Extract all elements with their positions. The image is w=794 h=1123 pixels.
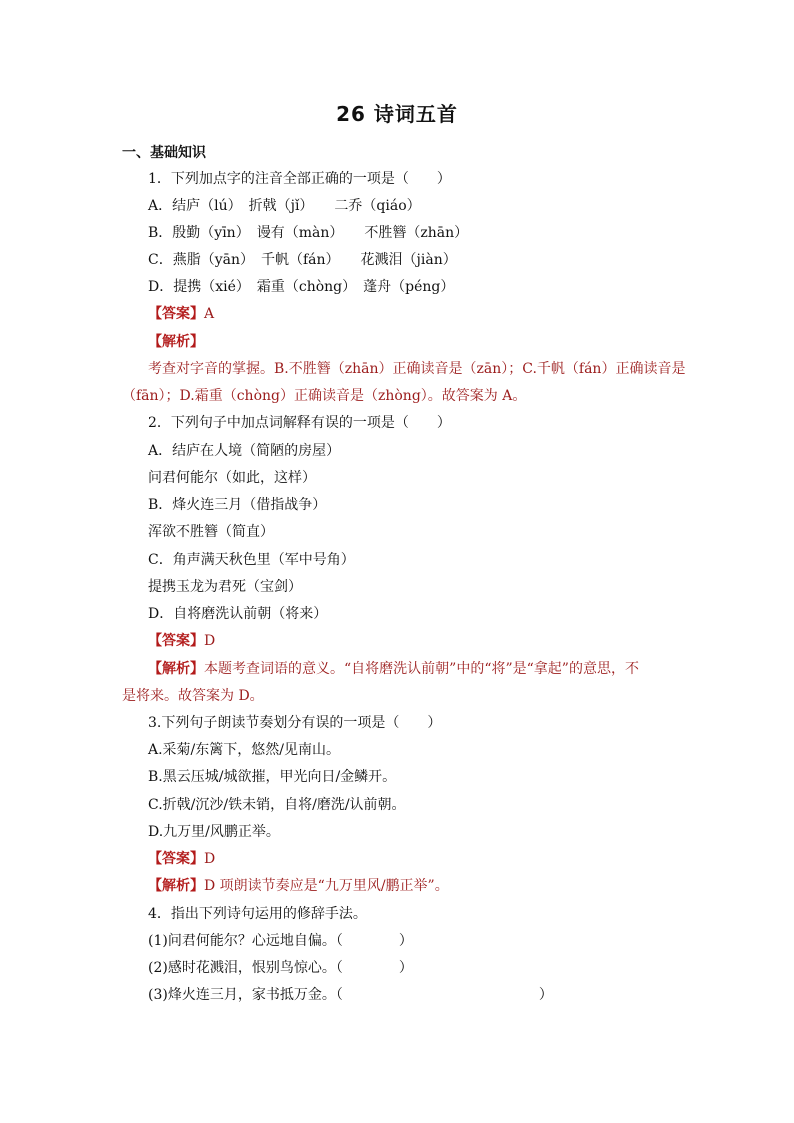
q4-sentence-1: (1)问君何能尔？心远地自偏。（ ） <box>148 933 413 949</box>
q4-sentence-2: (2)感时花溅泪，恨别鸟惊心。（ ） <box>148 960 413 976</box>
q3-answer <box>148 850 215 868</box>
answer-value: D <box>204 851 216 867</box>
q1-option-c: C．燕脂（yān） 千帆（fán） 花溅泪（jiàn） <box>148 252 457 268</box>
answer-label: 【答案】 <box>148 633 204 649</box>
q2-option-c2: 提携玉龙为君死（宝剑） <box>148 579 302 595</box>
q2-analysis-line-2: 是将来。故答案为 D。 <box>122 688 264 704</box>
analysis-text: D 项朗读节奏应是“九万里风/鹏正举”。 <box>204 878 449 894</box>
q2-option-a1: A．结庐在人境（简陋的房屋） <box>148 443 341 459</box>
section-heading: 一、基础知识 <box>122 145 206 161</box>
answer-value: A <box>204 306 215 322</box>
q1-analysis-line-1: 考查对字音的掌握。B.不胜簪（zhān）正确读音是（zān）；C.千帆（fán）正确读音是 <box>148 361 686 377</box>
q2-option-b2: 浑欲不胜簪（简直） <box>148 524 274 540</box>
q3-option-b: B.黑云压城/城欲摧，甲光向日/金鳞开。 <box>148 769 397 785</box>
q1-option-b: B．殷勤（yīn） 谩有（màn） 不胜簪（zhān） <box>148 225 469 241</box>
q3-option-c: C.折戟/沉沙/铁未销，自将/磨洗/认前朝。 <box>148 797 406 813</box>
analysis-label: 【解析】 <box>148 334 204 350</box>
q3-stem: 3.下列句子朗读节奏划分有误的一项是（ ） <box>148 715 442 731</box>
q1-option-d: D．提携（xié） 霜重（chòng） 蓬舟（péng） <box>148 279 455 295</box>
q3-option-a: A.采菊/东篱下，悠然/见南山。 <box>148 742 340 758</box>
q2-option-a2: 问君何能尔（如此，这样） <box>148 470 316 486</box>
analysis-label: 【解析】 <box>148 878 204 894</box>
answer-label: 【答案】 <box>148 306 204 322</box>
q1-analysis-line-2: （fān）；D.霜重（chòng）正确读音是（zhòng）。故答案为 A。 <box>122 388 527 404</box>
q3-option-d: D.九万里/风鹏正举。 <box>148 824 280 840</box>
q4-sentence-3: (3)烽火连三月，家书抵万金。（ ） <box>148 987 553 1003</box>
q2-option-b1: B．烽火连三月（借指战争） <box>148 497 327 513</box>
q1-option-a: A．结庐（lú） 折戟（jǐ） 二乔（qiáo） <box>148 198 421 214</box>
q1-analysis-label <box>148 333 204 351</box>
q1-stem: 1．下列加点字的注音全部正确的一项是（ ） <box>148 171 451 187</box>
q2-stem: 2．下列句子中加点词解释有误的一项是（ ） <box>148 415 451 431</box>
q1-answer <box>148 305 214 323</box>
analysis-label: 【解析】 <box>148 661 204 677</box>
q4-stem: 4．指出下列诗句运用的修辞手法。 <box>148 906 367 922</box>
q2-answer <box>148 632 215 650</box>
q2-analysis-line-1 <box>148 660 639 678</box>
analysis-text: 本题考查词语的意义。“自将磨洗认前朝”中的“将”是“拿起”的意思，不 <box>204 661 639 677</box>
answer-label: 【答案】 <box>148 851 204 867</box>
q2-option-c1: C．角声满天秋色里（军中号角） <box>148 552 355 568</box>
page-title: 26 诗词五首 <box>336 102 458 126</box>
q3-analysis <box>148 877 449 895</box>
answer-value: D <box>204 633 216 649</box>
q2-option-d1: D．自将磨洗认前朝（将来） <box>148 606 328 622</box>
